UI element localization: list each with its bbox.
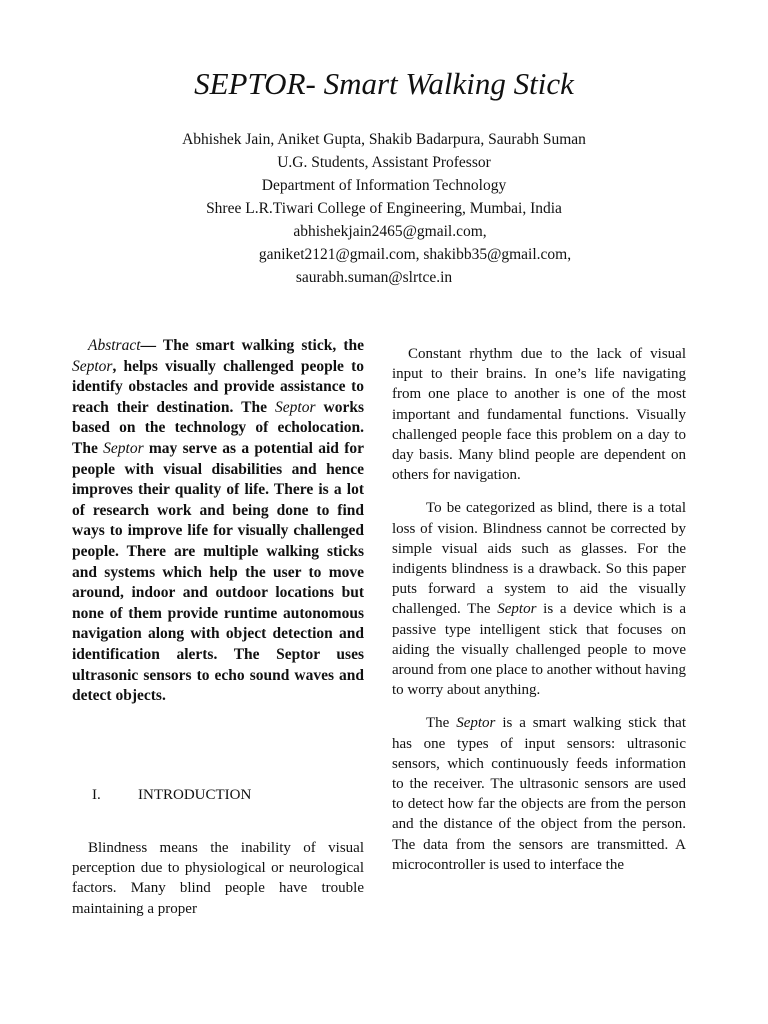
author-names: Abhishek Jain, Aniket Gupta, Shakib Badarpura, Saurabh Suman (182, 131, 586, 148)
intro-column (72, 838, 364, 919)
author-block (0, 128, 768, 289)
abstract-text: , helps visually challenged people to identify obstacles and provide assistance to reach their destination. The (72, 357, 364, 416)
abstract-paragraph (72, 336, 364, 707)
abstract-label: Abstract (88, 337, 141, 354)
author-email-2: ganiket2121@gmail.com, shakibb35@gmail.com, (258, 246, 572, 263)
paragraph-text: is a smart walking stick that has one types of input sensors: ultrasonic sensors, which continuously feeds information to the receiver. The ultrasonic sensors are used to detect how far the objects are from the person and the distance of the object from the person. The data from the sensors are transmitted. A microcontroller is used to interface the (392, 715, 686, 873)
author-institution: Shree L.R.Tiwari College of Engineering, Mumbai, India (206, 200, 562, 217)
abstract-text: may serve as a potential aid for people with visual disabilities and hence improves their quality of life. There is a lot of research work and being done to find ways to improve life for visually challenged people. There are multiple walking sticks and systems which help the user to move around, indoor and outdoor locations but none of them provide runtime autonomous navigation along with object detection and identification alerts. The Septor uses ultrasonic sensors to echo sound waves and detect objects. (72, 439, 365, 705)
abstract-text: The smart walking stick, the (156, 337, 364, 354)
left-column (72, 336, 364, 707)
septor-term: Septor (497, 601, 537, 618)
paragraph-text: The (426, 715, 457, 732)
paper-title: SEPTOR- Smart Walking Stick (194, 66, 574, 101)
intro-paragraph: Blindness means the inability of visual perception due to physiological or neurological factors. Many blind people have trouble maintaining a proper (72, 840, 364, 917)
septor-term: Septor (103, 439, 144, 457)
septor-term: Septor (456, 715, 496, 732)
abstract-dash: — (140, 337, 157, 354)
paragraph-text: To be categorized as blind, there is a total loss of vision. Blindness cannot be corrected by simple visual aids such as glasses. For the indigents blindness is a drawback. So this paper puts forward a system to aid the visually challenged. The (392, 500, 686, 618)
septor-term: Septor (275, 398, 316, 416)
paragraph-1: Constant rhythm due to the lack of visual input to their brains. In one’s life navigating from one place to another is one of the most important and fundamental functions. Visually challenged people face this problem on a day to day basis. Many blind people are dependent on others for navigation. (392, 346, 686, 484)
paragraph-2 (392, 498, 686, 700)
septor-term: Septor (72, 357, 113, 375)
author-email-1: abhishekjain2465@gmail.com, (293, 223, 487, 240)
abstract-text: works based on the technology of echolocation. The (72, 398, 364, 457)
author-department: Department of Information Technology (261, 177, 507, 194)
right-column (392, 344, 686, 875)
author-email-3: saurabh.suman@slrtce.in (295, 269, 453, 286)
section-heading (92, 787, 251, 804)
author-roles: U.G. Students, Assistant Professor (277, 154, 491, 171)
paragraph-text: is a device which is a passive type intelligent stick that focuses on aiding the visually challenged people to move around from one place to another without having to worry about anything. (392, 601, 686, 699)
section-number: I. (92, 787, 101, 803)
section-title: INTRODUCTION (138, 787, 252, 803)
paragraph-3 (392, 713, 686, 875)
